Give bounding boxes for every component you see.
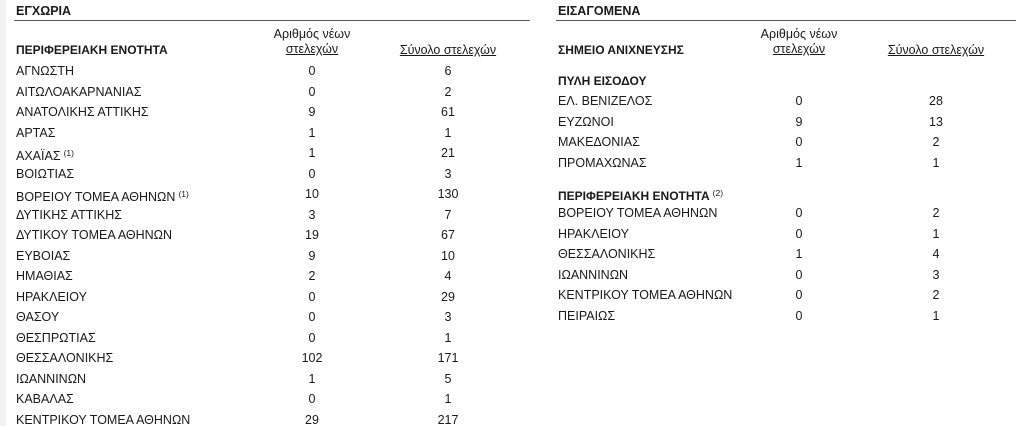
table-row [14,307,530,328]
row-total-count: 21 [392,143,504,164]
row-total-count: 29 [392,287,504,308]
row-name-text: ΗΡΑΚΛΕΙΟΥ [16,290,87,304]
row-new-count: 2 [264,266,360,287]
row-total-count: 1 [871,224,1001,245]
row-name-text: ΔΥΤΙΚΗΣ ΑΤΤΙΚΗΣ [16,208,122,222]
row-name [16,123,55,144]
row-total-count: 1 [392,328,504,349]
row-name [558,91,652,112]
row-new-count: 0 [751,203,847,224]
row-name-text: ΙΩΑΝΝΙΝΩΝ [558,268,628,282]
imported-header [556,21,1016,61]
row-total-count: 7 [392,205,504,226]
spacer [556,173,1016,183]
row-name-text: ΒΟΙΩΤΙΑΣ [16,167,74,181]
row-name-text: ΚΕΝΤΡΙΚΟΥ ΤΟΜΕΑ ΑΘΗΝΩΝ [558,288,732,302]
row-name [558,224,629,245]
table-row [14,82,530,103]
table-row [556,132,1016,153]
row-total-count: 10 [392,246,504,267]
table-row [14,184,530,205]
row-total-count: 28 [871,91,1001,112]
row-name-text: ΚΕΝΤΡΙΚΟΥ ΤΟΜΕΑ ΑΘΗΝΩΝ [16,413,190,427]
row-name-text: ΠΡΟΜΑΧΩΝΑΣ [558,156,647,170]
row-new-count: 1 [751,244,847,265]
group-entry-point-title [556,71,1016,91]
row-new-count: 0 [751,306,847,327]
domestic-col-region: ΠΕΡΙΦΕΡΕΙΑΚΗ ΕΝΟΤΗΤΑ [16,43,168,57]
row-total-count: 3 [392,164,504,185]
row-name-text: ΗΡΑΚΛΕΙΟΥ [558,227,629,241]
imported-col-new-line1: Αριθμός νέων [751,27,847,42]
row-name-text: ΜΑΚΕΔΟΝΙΑΣ [558,135,640,149]
table-row [556,224,1016,245]
row-name [558,306,615,327]
row-name-text: ΑΙΤΩΛΟΑΚΑΡΝΑΝΙΑΣ [16,85,141,99]
row-new-count: 0 [264,82,360,103]
footnote-marker: (1) [178,189,188,199]
row-new-count: 3 [264,205,360,226]
group-entry-point-label: ΠΥΛΗ ΕΙΣΟΔΟΥ [558,74,646,88]
row-name-text: ΑΡΤΑΣ [16,126,55,140]
table-row [14,246,530,267]
table-row [14,164,530,185]
row-new-count: 10 [264,184,360,205]
row-name [16,61,74,82]
page-left-edge [0,0,6,426]
row-new-count: 9 [751,112,847,133]
row-new-count: 29 [264,410,360,430]
row-name [16,369,86,390]
row-total-count: 61 [392,102,504,123]
row-name-text: ΑΓΝΩΣΤΗ [16,64,74,78]
row-new-count: 0 [751,91,847,112]
row-name [16,410,190,430]
row-total-count: 3 [392,307,504,328]
table-row [14,369,530,390]
row-name-text: ΕΥΒΟΙΑΣ [16,249,70,263]
table-row [556,91,1016,112]
row-name [558,112,614,133]
row-name [558,203,717,224]
row-total-count: 6 [392,61,504,82]
domestic-table [14,0,530,430]
table-row [14,61,530,82]
row-name [16,307,59,328]
row-name-text: ΔΥΤΙΚΟΥ ΤΟΜΕΑ ΑΘΗΝΩΝ [16,228,172,242]
row-name-text: ΚΑΒΑΛΑΣ [16,392,74,406]
row-name [16,328,96,349]
row-new-count: 0 [264,287,360,308]
domestic-col-total: Σύνολο στελεχών [392,43,504,57]
row-name [16,348,113,369]
table-row [14,328,530,349]
footnote-marker: (2) [713,188,723,198]
row-total-count: 4 [392,266,504,287]
imported-col-new-line2: στελεχών [751,42,847,57]
row-name [558,244,655,265]
imported-col-new [751,27,847,57]
row-new-count: 1 [264,143,360,164]
row-new-count: 102 [264,348,360,369]
table-row [556,153,1016,174]
table-row [14,389,530,410]
table-row [556,203,1016,224]
row-total-count: 217 [392,410,504,430]
spacer [556,61,1016,71]
row-name-text: ΘΕΣΣΑΛΟΝΙΚΗΣ [558,247,655,261]
row-new-count: 9 [264,102,360,123]
imported-title: ΕΙΣΑΓΟΜΕΝΑ [556,0,1016,21]
table-row [14,143,530,164]
row-total-count: 2 [871,132,1001,153]
row-name-text: ΗΜΑΘΙΑΣ [16,269,73,283]
domestic-col-new-line2: στελεχών [264,42,360,57]
row-new-count: 0 [264,307,360,328]
domestic-header [14,21,530,61]
table-row [14,287,530,308]
group-region-title [556,183,1016,203]
row-name [558,132,640,153]
row-new-count: 0 [264,389,360,410]
row-new-count: 1 [751,153,847,174]
row-total-count: 2 [392,82,504,103]
row-name-text: ΕΛ. ΒΕΝΙΖΕΛΟΣ [558,94,652,108]
row-name [16,389,74,410]
row-name [16,102,149,123]
table-row [14,348,530,369]
row-name-text: ΘΑΣΟΥ [16,310,59,324]
row-name-text: ΑΝΑΤΟΛΙΚΗΣ ΑΤΤΙΚΗΣ [16,105,149,119]
row-new-count: 0 [751,285,847,306]
table-row [556,306,1016,327]
domestic-title: ΕΓΧΩΡΙΑ [14,0,530,21]
row-new-count: 0 [264,328,360,349]
row-new-count: 0 [264,164,360,185]
row-name [558,153,647,174]
row-new-count: 0 [751,132,847,153]
row-name-text: ΒΟΡΕΙΟΥ ΤΟΜΕΑ ΑΘΗΝΩΝ [558,206,717,220]
row-name-text: ΒΟΡΕΙΟΥ ΤΟΜΕΑ ΑΘΗΝΩΝ [16,190,175,204]
row-name [558,265,628,286]
group-entry-point-rows [556,91,1016,173]
table-row [14,266,530,287]
table-row [14,102,530,123]
row-total-count: 67 [392,225,504,246]
row-name [16,225,172,246]
table-row [556,285,1016,306]
row-total-count: 2 [871,285,1001,306]
table-row [14,410,530,430]
row-name [16,205,122,226]
table-row [14,205,530,226]
table-row [556,244,1016,265]
table-row [14,225,530,246]
row-new-count: 0 [751,265,847,286]
row-name-text: ΙΩΑΝΝΙΝΩΝ [16,372,86,386]
row-total-count: 1 [392,123,504,144]
row-name-text: ΕΥΖΩΝΟΙ [558,115,614,129]
row-name-text: ΘΕΣΠΡΩΤΙΑΣ [16,331,96,345]
imported-col-total: Σύνολο στελεχών [871,43,1001,57]
table-row [556,265,1016,286]
row-new-count: 9 [264,246,360,267]
table-row [14,123,530,144]
domestic-col-new-line1: Αριθμός νέων [264,27,360,42]
group-region-label: ΠΕΡΙΦΕΡΕΙΑΚΗ ΕΝΟΤΗΤΑ [558,189,710,203]
row-name-text: ΠΕΙΡΑΙΩΣ [558,309,615,323]
row-total-count: 171 [392,348,504,369]
domestic-rows [14,61,530,430]
row-total-count: 4 [871,244,1001,265]
group-region-rows [556,203,1016,326]
row-total-count: 130 [392,184,504,205]
footnote-marker: (1) [64,148,74,158]
row-name [16,246,70,267]
row-total-count: 1 [392,389,504,410]
row-total-count: 1 [871,306,1001,327]
row-total-count: 5 [392,369,504,390]
row-new-count: 0 [264,61,360,82]
row-new-count: 19 [264,225,360,246]
row-name [558,285,732,306]
row-new-count: 0 [751,224,847,245]
row-name-text: ΘΕΣΣΑΛΟΝΙΚΗΣ [16,351,113,365]
domestic-col-new [264,27,360,57]
table-row [556,112,1016,133]
row-new-count: 1 [264,123,360,144]
row-name-text: ΑΧΑΪΑΣ [16,149,61,163]
row-name [16,164,74,185]
row-total-count: 3 [871,265,1001,286]
row-total-count: 13 [871,112,1001,133]
row-name [16,82,141,103]
imported-col-point: ΣΗΜΕΙΟ ΑΝΙΧΝΕΥΣΗΣ [558,43,684,57]
row-name [16,266,73,287]
row-new-count: 1 [264,369,360,390]
imported-table [556,0,1016,326]
row-total-count: 2 [871,203,1001,224]
row-name [16,287,87,308]
row-total-count: 1 [871,153,1001,174]
